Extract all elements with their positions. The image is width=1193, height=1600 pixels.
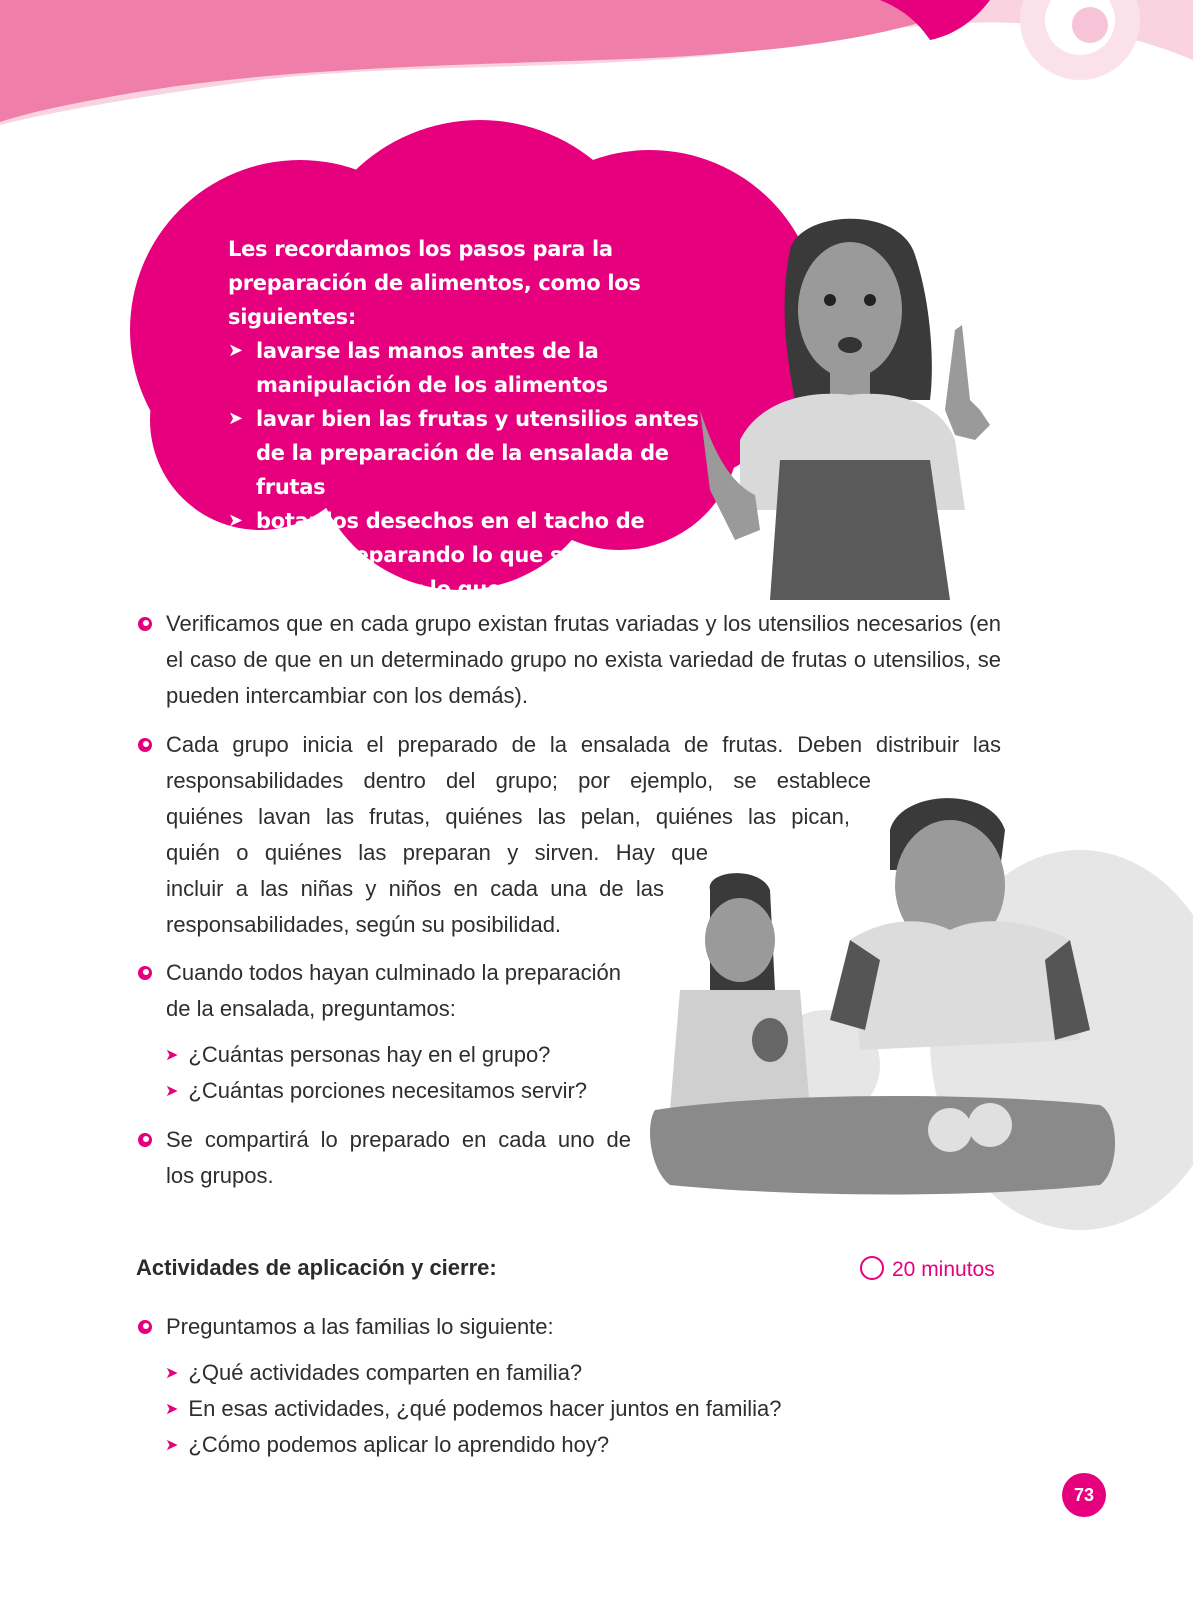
bubble-list [228, 334, 728, 606]
bubble-item-text: lavarse las manos antes de la manipulación de los alimentos [256, 339, 608, 397]
text-line: Cuando todos hayan culminado la preparación [166, 960, 621, 985]
sub-list-item-text: ¿Cuántas personas hay en el grupo? [188, 1042, 551, 1067]
sub-list-item-text: ¿Cómo podemos aplicar lo aprendido hoy? [188, 1432, 610, 1457]
text-line: quiénes lavan las frutas, quiénes las pelan, quiénes las pican, [166, 804, 850, 829]
timer-text: 20 minutos [892, 1258, 995, 1281]
chevron-right-icon: ➤ [165, 1437, 179, 1454]
list-item-text [166, 1122, 636, 1194]
list-item-text: Preguntamos a las familias lo siguiente: [166, 1314, 554, 1339]
list-item-text [166, 727, 1001, 943]
text-line: de la ensalada, preguntamos: [166, 996, 456, 1021]
sub-list-item [165, 1073, 587, 1112]
bullet-icon [138, 966, 152, 980]
text-line: incluir a las niñas y niños en cada una de las [166, 876, 664, 901]
list-item-text [166, 955, 666, 1027]
text-line: Se compartirá lo preparado en cada uno de [166, 1127, 631, 1152]
list-item-text: Verificamos que en cada grupo existan frutas variadas y los utensilios necesarios (en el caso de que en un determinado grupo no exista variedad de frutas o utensilios, se pueden intercambiar con los demás). [166, 611, 1001, 708]
section-title: Actividades de aplicación y cierre: [136, 1255, 497, 1280]
chevron-right-icon: ➤ [165, 1365, 179, 1382]
sub-list-item-text: ¿Qué actividades comparten en familia? [188, 1360, 583, 1385]
chevron-right-icon: ➤ [165, 1047, 179, 1064]
sub-list-item-text: En esas actividades, ¿qué podemos hacer juntos en familia? [188, 1396, 782, 1421]
sub-list-item-text: ¿Cuántas porciones necesitamos servir? [188, 1078, 588, 1103]
bubble-item [228, 402, 728, 504]
clock-icon [860, 1256, 884, 1280]
chevron-right-icon: ➤ [165, 1401, 179, 1418]
bubble-item [228, 334, 728, 402]
bullet-icon [138, 617, 152, 631]
text-line: los grupos. [166, 1163, 274, 1188]
sub-list-item [165, 1427, 609, 1466]
chevron-right-icon: ➤ [228, 510, 243, 531]
chevron-right-icon: ➤ [228, 408, 243, 429]
sub-list-item [165, 1391, 782, 1430]
text-line: responsabilidades, según su posibilidad. [166, 912, 562, 937]
bullet-icon [138, 1320, 152, 1334]
bubble-item-text: lavar bien las frutas y utensilios antes de la preparación de la ensalada de frutas [256, 407, 699, 499]
bullet-icon [138, 1133, 152, 1147]
timer [860, 1256, 995, 1282]
text-line: Cada grupo inicia el preparado de la ensalada de frutas. Deben distribuir las [166, 732, 1001, 757]
bubble-item-text: botar los desechos en el tacho de basura separando lo que se descompone y lo que no [256, 509, 645, 601]
bubble-text [228, 232, 728, 606]
sub-list-item [165, 1355, 582, 1394]
bullet-icon [138, 738, 152, 752]
bubble-item [228, 504, 728, 606]
woman-illustration [700, 210, 1060, 600]
sub-list-item [165, 1037, 550, 1076]
bubble-intro: Les recordamos los pasos para la preparación de alimentos, como los siguientes: [228, 237, 641, 329]
text-line: responsabilidades dentro del grupo; por ejemplo, se establece [166, 768, 871, 793]
chevron-right-icon: ➤ [228, 340, 243, 361]
chevron-right-icon: ➤ [165, 1083, 179, 1100]
page-number: 73 [1062, 1473, 1106, 1517]
text-line: quién o quiénes las preparan y sirven. Hay que [166, 840, 708, 865]
